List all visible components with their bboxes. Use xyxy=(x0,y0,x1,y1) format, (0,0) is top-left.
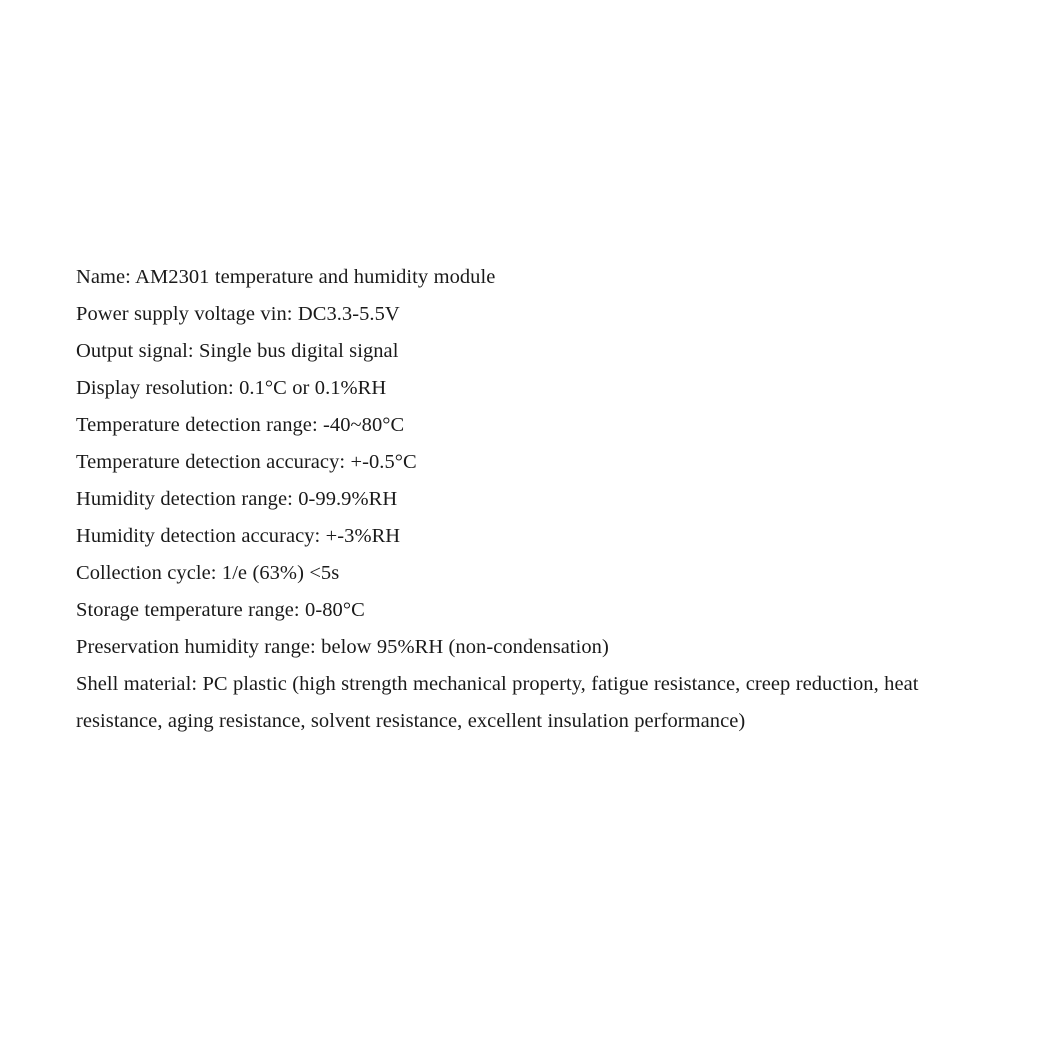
spec-line-temperature-detection-accuracy: Temperature detection accuracy: +-0.5°C xyxy=(76,451,417,473)
spec-line-preservation-humidity-range: Preservation humidity range: below 95%RH (non-condensation) xyxy=(76,636,609,658)
spec-line-humidity-detection-accuracy: Humidity detection accuracy: +-3%RH xyxy=(76,525,401,547)
specification-list xyxy=(76,259,996,740)
spec-line-humidity-detection-range: Humidity detection range: 0-99.9%RH xyxy=(76,488,398,510)
spec-line-storage-temperature-range: Storage temperature range: 0-80°C xyxy=(76,599,365,621)
spec-line-temperature-detection-range: Temperature detection range: -40~80°C xyxy=(76,414,405,436)
spec-line-name: Name: AM2301 temperature and humidity module xyxy=(76,266,496,288)
spec-line-power-supply-voltage: Power supply voltage vin: DC3.3-5.5V xyxy=(76,303,400,325)
spec-line-collection-cycle: Collection cycle: 1/e (63%) <5s xyxy=(76,562,340,584)
spec-line-display-resolution: Display resolution: 0.1°C or 0.1%RH xyxy=(76,377,387,399)
spec-line-output-signal: Output signal: Single bus digital signal xyxy=(76,340,399,362)
spec-line-shell-material: Shell material: PC plastic (high strength mechanical property, fatigue resistance, creep reduction, heat resistance, aging resistance, solvent resistance, excellent insulation performance) xyxy=(76,673,919,732)
